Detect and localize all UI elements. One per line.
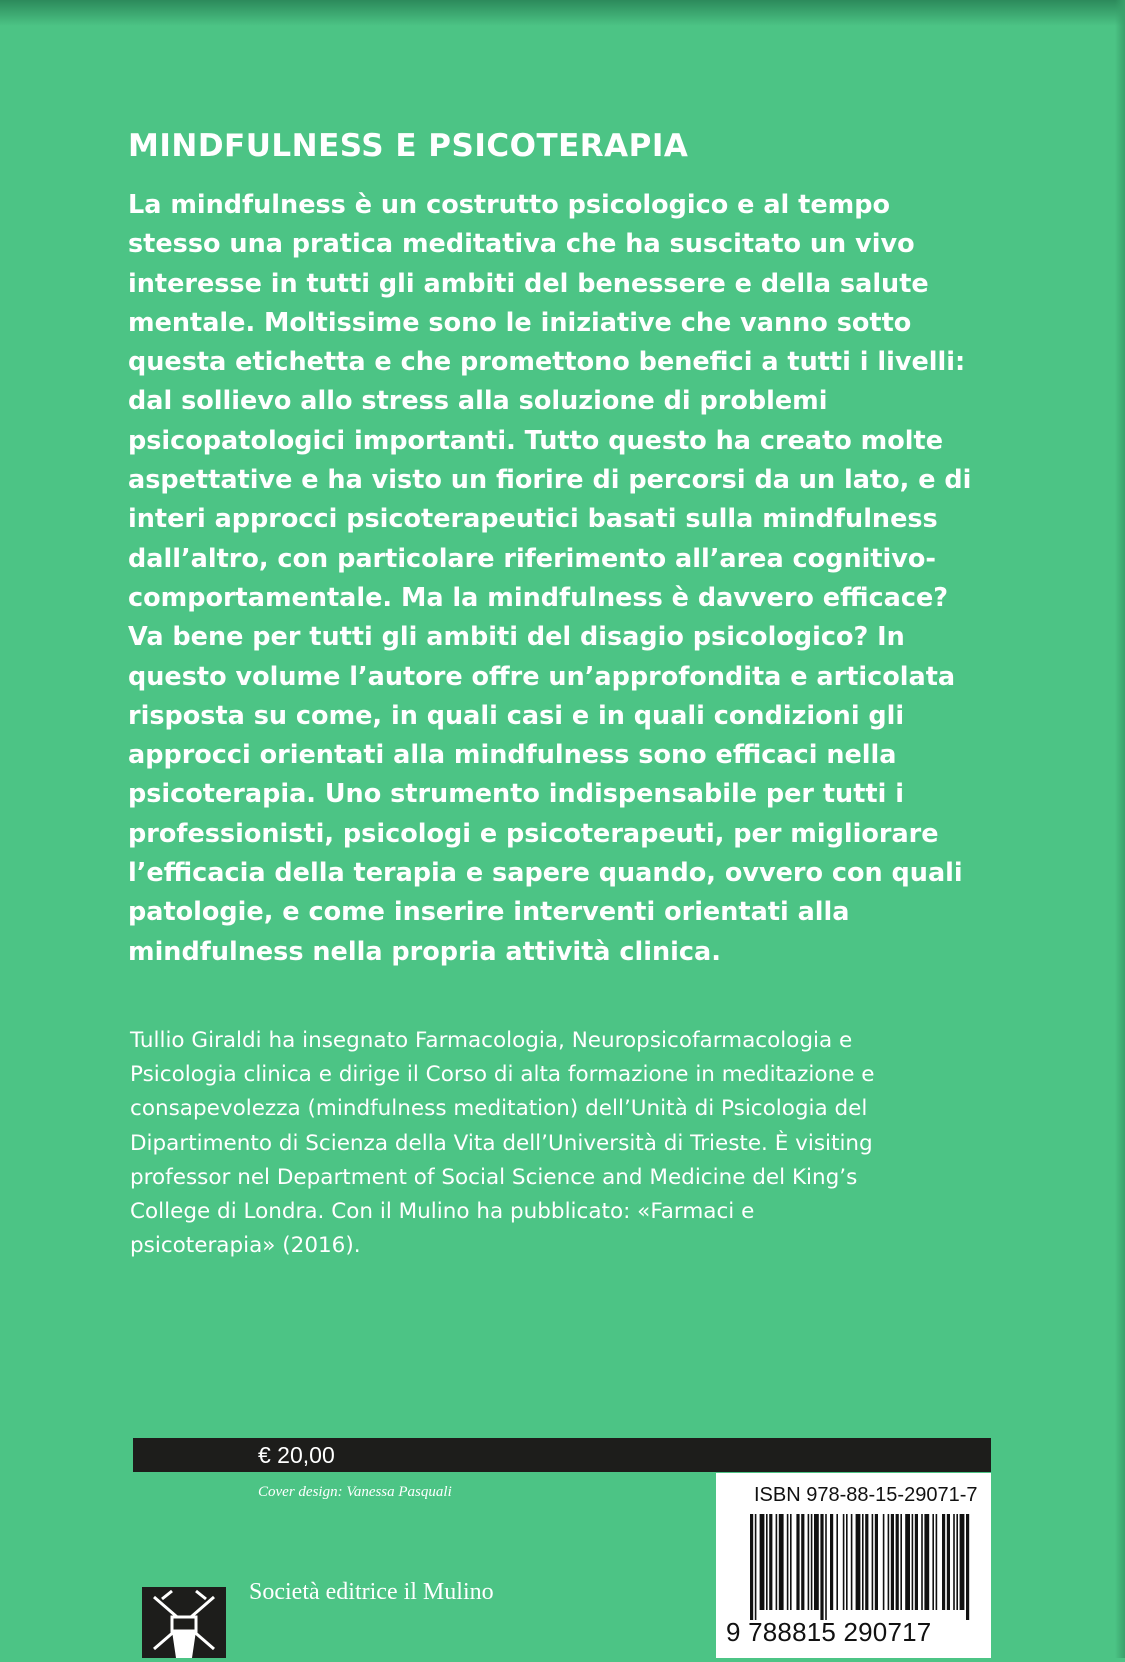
author-bio: Tullio Giraldi ha insegnato Farmacologia, Neuropsicofarmacologia e Psicologia clinica e dirige il Corso di alta formazione in meditazione e consapevolezza (mindfulness meditation) dell’Unità di Psicologia del Dipartimento di Scienza della Vita dell’Università di Trieste. È visiting professor nel Department of Social Science and Medicine del King’s College di Londra. Con il Mulino ha pubblicato: «Farmaci e psicoterapia» (2016). — [130, 1028, 875, 1259]
barcode-bar — [750, 1514, 753, 1620]
barcode-bar — [755, 1514, 757, 1620]
barcode-bar — [891, 1514, 894, 1610]
book-blurb: La mindfulness è un costrutto psicologico e al tempo stesso una pratica meditativa che ha suscitato un vivo interesse in tutti gli ambiti del benessere e della salute mentale. Moltissime sono le iniziative che vanno sotto questa etichetta e che promettono benefici a tutti i livelli: dal sollievo allo stress alla soluzione di problemi psicopatologici importanti. Tutto questo ha creato molte aspettative e ha visto un fiorire di percorsi da un lato, e di interi approcci psicoterapeutici basati sulla mindfulness dall’altro, con particolare riferimento all’area cognitivo- comportamentale. Ma la mindfulness è davvero efficace? Va bene per tutti gli ambiti del disagio psicologico? In questo volume l’autore offre un’approfondita e articolata risposta su come, in quali casi e in quali condizioni gli approcci orientati alla mindfulness sono efficaci nella psicoterapia. Uno strumento indispensabile per tutti i professionisti, psicologi e psicoterapeuti, per migliorare l’efficacia della terapia e sapere quando, ovvero con quali patologie, e come inserire interventi orientati alla mindfulness nella propria attività clinica. — [128, 190, 972, 967]
barcode-bar — [915, 1514, 918, 1610]
barcode-bar — [820, 1514, 823, 1620]
barcode-bar — [905, 1514, 910, 1610]
windmill-icon — [142, 1587, 226, 1658]
barcode-bar — [862, 1514, 864, 1610]
barcode-bar — [836, 1514, 838, 1610]
barcode-bar — [947, 1514, 950, 1610]
barcode-bar — [811, 1514, 813, 1610]
barcode-bar — [830, 1514, 833, 1610]
barcode-bar — [814, 1514, 819, 1610]
barcode-bar — [825, 1514, 827, 1620]
barcode-bar — [787, 1514, 789, 1610]
barcode-bar — [856, 1514, 861, 1610]
barcode-bar — [865, 1514, 868, 1610]
barcode-bar — [808, 1514, 810, 1610]
barcode-bar — [936, 1514, 938, 1610]
barcode-bar — [875, 1514, 878, 1610]
book-title: MINDFULNESS E PSICOTERAPIA — [128, 128, 689, 164]
barcode-bar — [766, 1514, 768, 1610]
barcode-digits: 9 788815 290717 — [726, 1617, 932, 1647]
barcode-bar — [956, 1514, 958, 1610]
barcode-bar — [942, 1514, 945, 1610]
barcode-bar — [851, 1514, 853, 1610]
barcode-bar — [846, 1514, 848, 1610]
barcode-bar — [921, 1514, 923, 1610]
barcode-bar — [872, 1514, 874, 1610]
scan-edge-right — [1115, 0, 1125, 1658]
barcode-bar — [760, 1514, 765, 1610]
barcode-bar — [888, 1514, 890, 1610]
scan-edge-top — [0, 0, 1125, 26]
barcode-bar — [966, 1514, 969, 1620]
barcode-bar — [900, 1514, 902, 1610]
barcode-bar — [796, 1514, 799, 1610]
barcode-bar — [932, 1514, 934, 1610]
isbn-label: ISBN 978-88-15-29071-7 — [754, 1484, 978, 1506]
price-label: € 20,00 — [258, 1442, 335, 1468]
barcode-bar — [769, 1514, 772, 1610]
barcode-bar — [779, 1514, 784, 1610]
barcode — [750, 1514, 970, 1620]
barcode-bar — [801, 1514, 804, 1610]
barcode-bar — [883, 1514, 885, 1610]
barcode-bar — [843, 1514, 845, 1610]
barcode-bar — [896, 1514, 899, 1610]
cover-credit: Cover design: Vanessa Pasquali — [258, 1484, 452, 1500]
barcode-bar — [960, 1514, 965, 1610]
barcode-bar — [790, 1514, 792, 1610]
barcode-bar — [924, 1514, 929, 1610]
barcode-bar — [953, 1514, 955, 1610]
publisher-name: Società editrice il Mulino — [249, 1579, 494, 1605]
barcode-bar — [776, 1514, 778, 1610]
barcode-bar — [912, 1514, 914, 1610]
